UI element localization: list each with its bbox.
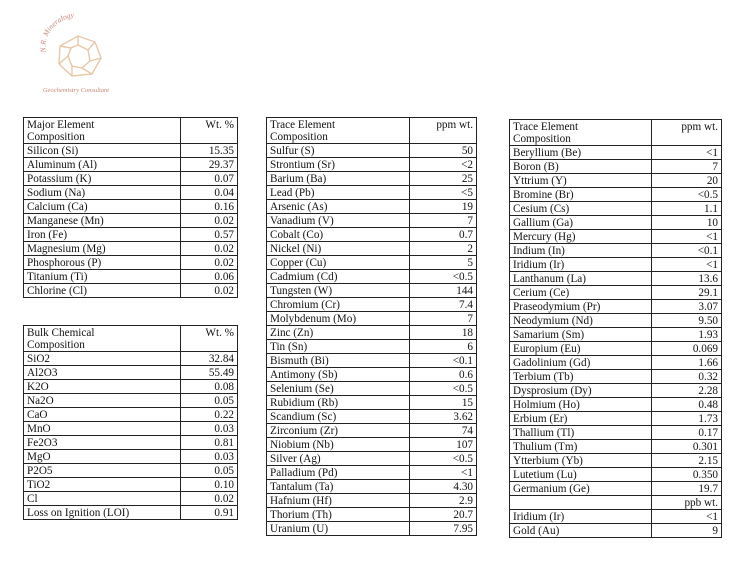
element-name-cell: Lead (Pb)	[267, 186, 410, 200]
table-row	[267, 438, 477, 452]
element-name-cell: Calcium (Ca)	[24, 200, 181, 214]
value-cell: 0.350	[652, 468, 722, 482]
table-row	[267, 270, 477, 284]
element-name-cell: Cerium (Ce)	[510, 286, 652, 300]
element-name-cell: Antimony (Sb)	[267, 368, 410, 382]
table-row	[267, 172, 477, 186]
table-row	[267, 466, 477, 480]
value-cell: 0.10	[181, 478, 238, 492]
element-name-cell: Rubidium (Rb)	[267, 396, 410, 410]
value-cell: <1	[652, 230, 722, 244]
element-name-cell: MnO	[24, 422, 181, 436]
value-cell: 15.35	[181, 144, 238, 158]
table-row	[510, 510, 722, 524]
value-cell: 0.03	[181, 422, 238, 436]
value-cell: 0.81	[181, 436, 238, 450]
element-name-cell: Bismuth (Bi)	[267, 354, 410, 368]
element-name-cell: Chlorine (Cl)	[24, 284, 181, 298]
element-name-cell: Erbium (Er)	[510, 412, 652, 426]
element-name-cell: Thallium (Tl)	[510, 426, 652, 440]
element-name-cell: MgO	[24, 450, 181, 464]
table-row	[24, 186, 238, 200]
element-name-cell: Cadmium (Cd)	[267, 270, 410, 284]
value-cell: 25	[410, 172, 477, 186]
table-row	[267, 522, 477, 536]
element-name-cell: Samarium (Sm)	[510, 328, 652, 342]
table-header-row	[24, 118, 238, 144]
table-row	[510, 440, 722, 454]
table-row	[510, 174, 722, 188]
element-name-cell	[510, 496, 652, 510]
table-row	[267, 340, 477, 354]
table-row	[510, 468, 722, 482]
element-name-cell: K2O	[24, 380, 181, 394]
element-name-cell: Iridium (Ir)	[510, 258, 652, 272]
element-name-cell: Sulfur (S)	[267, 144, 410, 158]
value-cell: 6	[410, 340, 477, 354]
table-row	[510, 496, 722, 510]
table-row	[510, 202, 722, 216]
table-row	[24, 506, 238, 520]
table-row	[510, 426, 722, 440]
value-cell: 32.84	[181, 352, 238, 366]
table-row	[510, 188, 722, 202]
element-name-cell: Iron (Fe)	[24, 228, 181, 242]
table-row	[24, 144, 238, 158]
element-name-cell: Manganese (Mn)	[24, 214, 181, 228]
table-row	[267, 144, 477, 158]
table-row	[510, 286, 722, 300]
element-name-cell: Gold (Au)	[510, 524, 652, 538]
value-cell: <5	[410, 186, 477, 200]
column-header-name: Trace Element Composition	[267, 118, 410, 144]
company-logo	[28, 12, 128, 96]
value-cell: 1.66	[652, 356, 722, 370]
table-row	[24, 492, 238, 506]
table-row	[24, 408, 238, 422]
element-name-cell: Europium (Eu)	[510, 342, 652, 356]
element-name-cell: Sodium (Na)	[24, 186, 181, 200]
table-row	[24, 380, 238, 394]
element-name-cell: Loss on Ignition (LOI)	[24, 506, 181, 520]
value-cell: 0.91	[181, 506, 238, 520]
value-cell: 0.57	[181, 228, 238, 242]
table-row	[510, 328, 722, 342]
value-cell: 0.07	[181, 172, 238, 186]
value-cell: 1.1	[652, 202, 722, 216]
element-name-cell: Thulium (Tm)	[510, 440, 652, 454]
table-row	[24, 256, 238, 270]
table-row	[510, 146, 722, 160]
value-cell: ppb wt.	[652, 496, 722, 510]
element-name-cell: SiO2	[24, 352, 181, 366]
table-row	[267, 396, 477, 410]
value-cell: 107	[410, 438, 477, 452]
trace-element-table-2	[509, 119, 722, 538]
value-cell: 15	[410, 396, 477, 410]
value-cell: <0.5	[410, 270, 477, 284]
value-cell: 19	[410, 200, 477, 214]
table-row	[24, 200, 238, 214]
value-cell: 7	[652, 160, 722, 174]
table-row	[267, 452, 477, 466]
element-name-cell: Silver (Ag)	[267, 452, 410, 466]
value-cell: <2	[410, 158, 477, 172]
value-cell: 55.49	[181, 366, 238, 380]
table-row	[267, 494, 477, 508]
value-cell: 144	[410, 284, 477, 298]
element-name-cell: Palladium (Pd)	[267, 466, 410, 480]
table-row	[510, 258, 722, 272]
value-cell: 9	[652, 524, 722, 538]
table-row	[267, 158, 477, 172]
column-header-name: Trace Element Composition	[510, 120, 652, 146]
value-cell: <1	[410, 466, 477, 480]
value-cell: <1	[652, 510, 722, 524]
value-cell: 0.22	[181, 408, 238, 422]
logo-subtitle: Geochemistry Consultant	[42, 87, 110, 94]
value-cell: 20	[652, 174, 722, 188]
element-name-cell: Cobalt (Co)	[267, 228, 410, 242]
value-cell: 3.62	[410, 410, 477, 424]
table-row	[267, 508, 477, 522]
value-cell: 74	[410, 424, 477, 438]
table-row	[510, 482, 722, 496]
table-row	[510, 314, 722, 328]
element-name-cell: Tungsten (W)	[267, 284, 410, 298]
table-header-row	[510, 120, 722, 146]
column-header-unit: ppm wt.	[652, 120, 722, 146]
element-name-cell: Selenium (Se)	[267, 382, 410, 396]
element-name-cell: Neodymium (Nd)	[510, 314, 652, 328]
table-row	[267, 256, 477, 270]
element-name-cell: Aluminum (Al)	[24, 158, 181, 172]
element-name-cell: P2O5	[24, 464, 181, 478]
value-cell: 7.4	[410, 298, 477, 312]
element-name-cell: Ytterbium (Yb)	[510, 454, 652, 468]
value-cell: 0.02	[181, 214, 238, 228]
table-row	[24, 478, 238, 492]
value-cell: 10	[652, 216, 722, 230]
table-row	[267, 214, 477, 228]
element-name-cell: Iridium (Ir)	[510, 510, 652, 524]
element-name-cell: Arsenic (As)	[267, 200, 410, 214]
element-name-cell: Chromium (Cr)	[267, 298, 410, 312]
value-cell: 2.15	[652, 454, 722, 468]
value-cell: <1	[652, 146, 722, 160]
element-name-cell: Molybdenum (Mo)	[267, 312, 410, 326]
element-name-cell: Mercury (Hg)	[510, 230, 652, 244]
value-cell: 29.37	[181, 158, 238, 172]
element-name-cell: Cesium (Cs)	[510, 202, 652, 216]
value-cell: 0.301	[652, 440, 722, 454]
value-cell: 2.9	[410, 494, 477, 508]
element-name-cell: Yttrium (Y)	[510, 174, 652, 188]
value-cell: <0.1	[652, 244, 722, 258]
element-name-cell: Hafnium (Hf)	[267, 494, 410, 508]
element-name-cell: Cl	[24, 492, 181, 506]
table-row	[510, 272, 722, 286]
value-cell: 29.1	[652, 286, 722, 300]
element-name-cell: Strontium (Sr)	[267, 158, 410, 172]
table-row	[267, 424, 477, 438]
element-name-cell: Dysprosium (Dy)	[510, 384, 652, 398]
column-header-name: Bulk Chemical Composition	[24, 326, 181, 352]
table-row	[24, 228, 238, 242]
table-row	[24, 450, 238, 464]
table-row	[267, 410, 477, 424]
value-cell: 0.7	[410, 228, 477, 242]
element-name-cell: Beryllium (Be)	[510, 146, 652, 160]
value-cell: 13.6	[652, 272, 722, 286]
value-cell: 2	[410, 242, 477, 256]
table-header-row	[267, 118, 477, 144]
element-name-cell: Vanadium (V)	[267, 214, 410, 228]
table-row	[24, 464, 238, 478]
value-cell: 1.93	[652, 328, 722, 342]
logo-title: N.R. Mineralogy	[38, 12, 75, 53]
element-name-cell: Magnesium (Mg)	[24, 242, 181, 256]
value-cell: 0.04	[181, 186, 238, 200]
element-name-cell: Boron (B)	[510, 160, 652, 174]
element-name-cell: Zinc (Zn)	[267, 326, 410, 340]
element-name-cell: Fe2O3	[24, 436, 181, 450]
element-name-cell: Tin (Sn)	[267, 340, 410, 354]
value-cell: 2.28	[652, 384, 722, 398]
element-name-cell: Uranium (U)	[267, 522, 410, 536]
element-name-cell: Niobium (Nb)	[267, 438, 410, 452]
table-row	[24, 172, 238, 186]
element-name-cell: Scandium (Sc)	[267, 410, 410, 424]
table-row	[267, 200, 477, 214]
table-row	[510, 454, 722, 468]
element-name-cell: Bromine (Br)	[510, 188, 652, 202]
table-row	[267, 228, 477, 242]
value-cell: 19.7	[652, 482, 722, 496]
value-cell: 0.32	[652, 370, 722, 384]
value-cell: 0.08	[181, 380, 238, 394]
element-name-cell: Lanthanum (La)	[510, 272, 652, 286]
element-name-cell: Holmium (Ho)	[510, 398, 652, 412]
value-cell: 7.95	[410, 522, 477, 536]
element-name-cell: Lutetium (Lu)	[510, 468, 652, 482]
element-name-cell: Titanium (Ti)	[24, 270, 181, 284]
element-name-cell: Nickel (Ni)	[267, 242, 410, 256]
element-name-cell: Thorium (Th)	[267, 508, 410, 522]
value-cell: 7	[410, 312, 477, 326]
element-name-cell: Barium (Ba)	[267, 172, 410, 186]
value-cell: 3.07	[652, 300, 722, 314]
table-row	[24, 214, 238, 228]
table-row	[510, 216, 722, 230]
table-row	[24, 284, 238, 298]
value-cell: <1	[652, 258, 722, 272]
table-row	[510, 160, 722, 174]
value-cell: 1.73	[652, 412, 722, 426]
table-row	[510, 356, 722, 370]
column-header-name: Major Element Composition	[24, 118, 181, 144]
table-row	[267, 326, 477, 340]
table-row	[267, 298, 477, 312]
value-cell: 0.6	[410, 368, 477, 382]
element-name-cell: Gallium (Ga)	[510, 216, 652, 230]
element-name-cell: Praseodymium (Pr)	[510, 300, 652, 314]
column-header-unit: Wt. %	[181, 326, 238, 352]
table-row	[267, 186, 477, 200]
table-row	[24, 366, 238, 380]
value-cell: 0.17	[652, 426, 722, 440]
bulk-chemical-table	[23, 325, 238, 520]
element-name-cell: Tantalum (Ta)	[267, 480, 410, 494]
value-cell: 0.03	[181, 450, 238, 464]
value-cell: 0.05	[181, 394, 238, 408]
table-row	[510, 398, 722, 412]
table-row	[24, 270, 238, 284]
major-element-table	[23, 117, 238, 298]
trace-element-table-1	[266, 117, 477, 536]
value-cell: <0.5	[652, 188, 722, 202]
table-row	[510, 300, 722, 314]
value-cell: 0.06	[181, 270, 238, 284]
element-name-cell: Na2O	[24, 394, 181, 408]
element-name-cell: CaO	[24, 408, 181, 422]
element-name-cell: Phosphorous (P)	[24, 256, 181, 270]
value-cell: <0.5	[410, 452, 477, 466]
table-row	[510, 370, 722, 384]
table-row	[510, 244, 722, 258]
table-row	[267, 480, 477, 494]
table-row	[510, 230, 722, 244]
value-cell: 0.02	[181, 256, 238, 270]
table-row	[267, 242, 477, 256]
column-header-unit: Wt. %	[181, 118, 238, 144]
element-name-cell: Silicon (Si)	[24, 144, 181, 158]
table-row	[267, 284, 477, 298]
value-cell: 0.48	[652, 398, 722, 412]
value-cell: 18	[410, 326, 477, 340]
value-cell: 0.16	[181, 200, 238, 214]
table-header-row	[24, 326, 238, 352]
table-row	[24, 394, 238, 408]
value-cell: 0.02	[181, 492, 238, 506]
table-row	[24, 242, 238, 256]
element-name-cell: Indium (In)	[510, 244, 652, 258]
table-row	[267, 368, 477, 382]
table-row	[510, 524, 722, 538]
value-cell: 4.30	[410, 480, 477, 494]
value-cell: 50	[410, 144, 477, 158]
element-name-cell: Germanium (Ge)	[510, 482, 652, 496]
table-row	[24, 422, 238, 436]
value-cell: 5	[410, 256, 477, 270]
table-row	[510, 412, 722, 426]
column-header-unit: ppm wt.	[410, 118, 477, 144]
value-cell: <0.5	[410, 382, 477, 396]
value-cell: 9.50	[652, 314, 722, 328]
element-name-cell: Gadolinium (Gd)	[510, 356, 652, 370]
element-name-cell: Potassium (K)	[24, 172, 181, 186]
value-cell: 0.069	[652, 342, 722, 356]
value-cell: <0.1	[410, 354, 477, 368]
value-cell: 0.05	[181, 464, 238, 478]
table-row	[267, 312, 477, 326]
table-row	[510, 342, 722, 356]
value-cell: 0.02	[181, 284, 238, 298]
value-cell: 0.02	[181, 242, 238, 256]
value-cell: 7	[410, 214, 477, 228]
element-name-cell: Terbium (Tb)	[510, 370, 652, 384]
element-name-cell: TiO2	[24, 478, 181, 492]
table-row	[24, 352, 238, 366]
table-row	[267, 354, 477, 368]
element-name-cell: Zirconium (Zr)	[267, 424, 410, 438]
element-name-cell: Copper (Cu)	[267, 256, 410, 270]
element-name-cell: Al2O3	[24, 366, 181, 380]
table-row	[510, 384, 722, 398]
table-row	[24, 158, 238, 172]
table-row	[267, 382, 477, 396]
table-row	[24, 436, 238, 450]
value-cell: 20.7	[410, 508, 477, 522]
